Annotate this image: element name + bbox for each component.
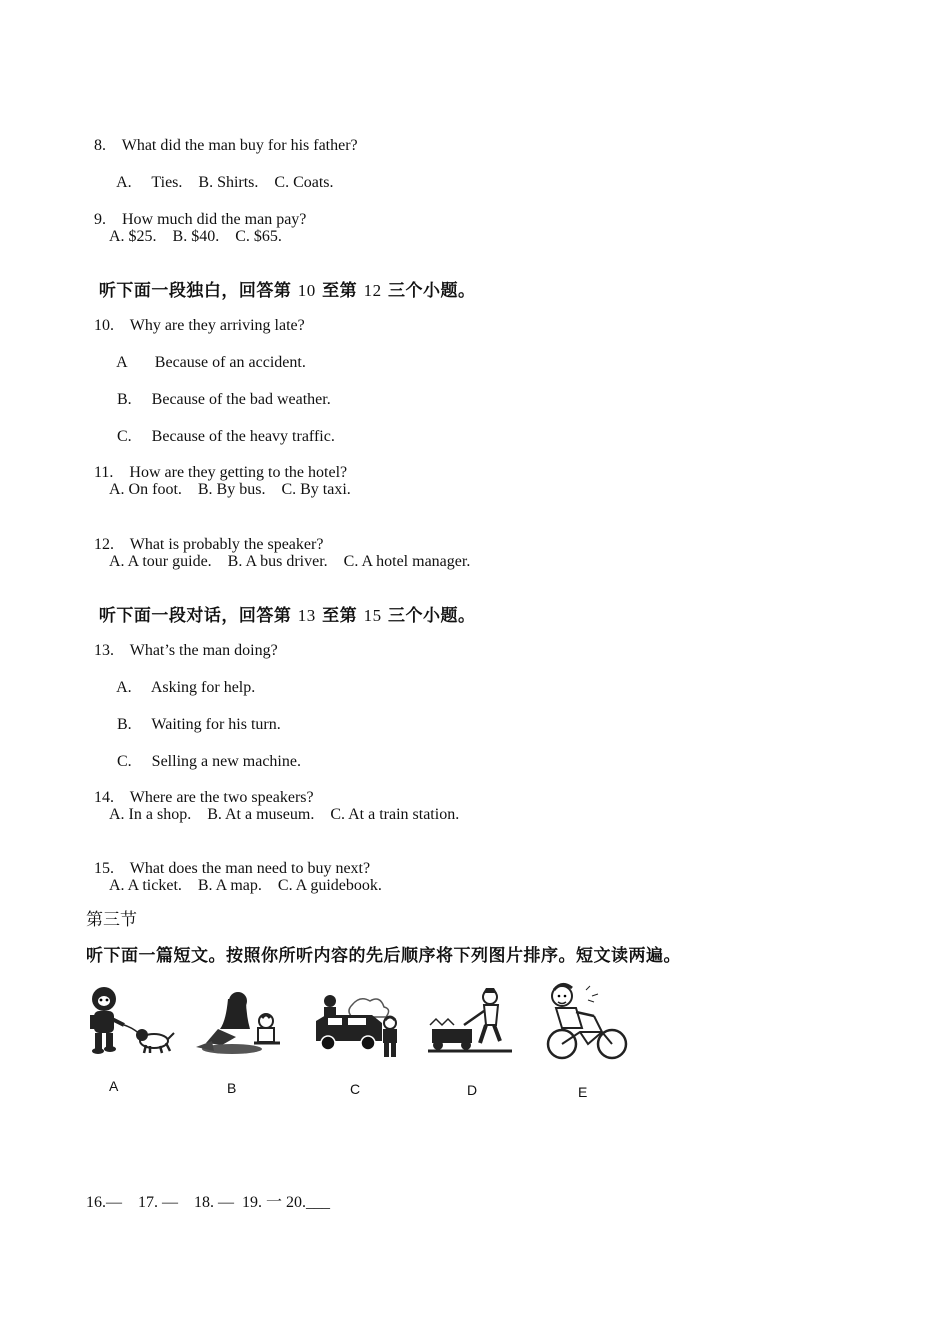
question-14-options: A. In a shop. B. At a museum. C. At a train station. [109,806,460,823]
heading-text: 三个小题。 [381,606,476,626]
option-a-text: Ties. [151,174,183,191]
question-13-option-a [109,658,255,698]
option-label: B. [117,716,132,733]
question-15 [86,839,370,879]
question-text: What did the man buy for his father? [121,137,358,154]
section-title: 第三节 [86,910,137,929]
option-label: C. [117,428,132,445]
heading-number: 13 [297,606,316,625]
man-mowing-lawn-icon [428,985,516,1061]
child-walking-dog-icon [84,985,176,1061]
section-heading-dialogue [86,586,476,626]
heading-number: 15 [363,606,382,625]
question-9-options: A. $25. B. $40. C. $65. [109,228,282,245]
question-9 [86,190,306,230]
option-text: Asking for help. [150,679,256,696]
question-13 [86,621,278,661]
question-13-option-c [109,732,301,772]
question-text: Why are they arriving late? [129,317,305,334]
heading-number: 12 [363,281,382,300]
picture-label-c: C [350,1081,361,1097]
option-label: B. [117,391,132,408]
option-b: B. Shirts. [198,174,259,191]
car-and-boy-icon [312,985,404,1065]
question-13-option-b [109,695,281,735]
section-heading-monologue [86,261,476,301]
section-heading-passage: 听下面一篇短文。按照你所听内容的先后顺序将下列图片排序。短文读两遍。 [86,946,681,966]
option-c: C. Coats. [274,174,334,191]
question-10-option-a [109,333,306,373]
question-text: Where are the two speakers? [129,789,314,806]
question-text: How are they getting to the hotel? [129,464,348,481]
question-10 [86,296,305,336]
heading-number: 10 [297,281,316,300]
question-11-options: A. On foot. B. By bus. C. By taxi. [109,481,351,498]
option-a-label: A. [116,174,132,191]
option-label: A [116,354,127,371]
question-number: 8. [94,137,106,154]
option-text: Waiting for his turn. [151,716,281,733]
question-text: What is probably the speaker? [129,536,324,553]
question-8-options [109,153,334,193]
question-8 [86,116,358,156]
question-14 [86,768,314,808]
picture-label-e: E [578,1084,588,1100]
question-number: 13. [94,642,114,659]
question-number: 15. [94,860,114,877]
question-number: 9. [94,211,106,228]
question-number: 10. [94,317,114,334]
option-label: C. [117,753,132,770]
boy-riding-bicycle-icon [542,980,634,1064]
option-label: A. [116,679,132,696]
option-text: Because of the bad weather. [151,391,331,408]
question-text: How much did the man pay? [122,211,307,228]
picture-label-b: B [227,1080,237,1096]
question-text: What does the man need to buy next? [129,860,371,877]
heading-text: 听下面一段独白，回答第 [98,281,298,301]
answer-blanks: 16.— 17. — 18. — 19. 一 20.___ [86,1194,331,1211]
heading-text: 听下面一段对话，回答第 [98,606,298,626]
question-12 [86,515,323,555]
option-text: Because of an accident. [154,354,306,371]
picture-label-a: A [109,1078,119,1094]
heading-text: 至第 [315,281,364,301]
question-number: 12. [94,536,114,553]
question-number: 11. [94,464,114,481]
option-text: Because of the heavy traffic. [151,428,335,445]
question-12-options: A. A tour guide. B. A bus driver. C. A hotel manager. [109,553,471,570]
question-10-option-b [109,370,331,410]
heading-text: 三个小题。 [381,281,476,301]
question-number: 14. [94,789,114,806]
question-text: What’s the man doing? [129,642,278,659]
option-text: Selling a new machine. [151,753,301,770]
question-10-option-c [109,407,335,447]
mother-and-child-icon [192,985,284,1061]
picture-label-d: D [467,1082,478,1098]
question-11 [86,443,347,483]
heading-text: 至第 [315,606,364,626]
question-15-options: A. A ticket. B. A map. C. A guidebook. [109,877,382,894]
